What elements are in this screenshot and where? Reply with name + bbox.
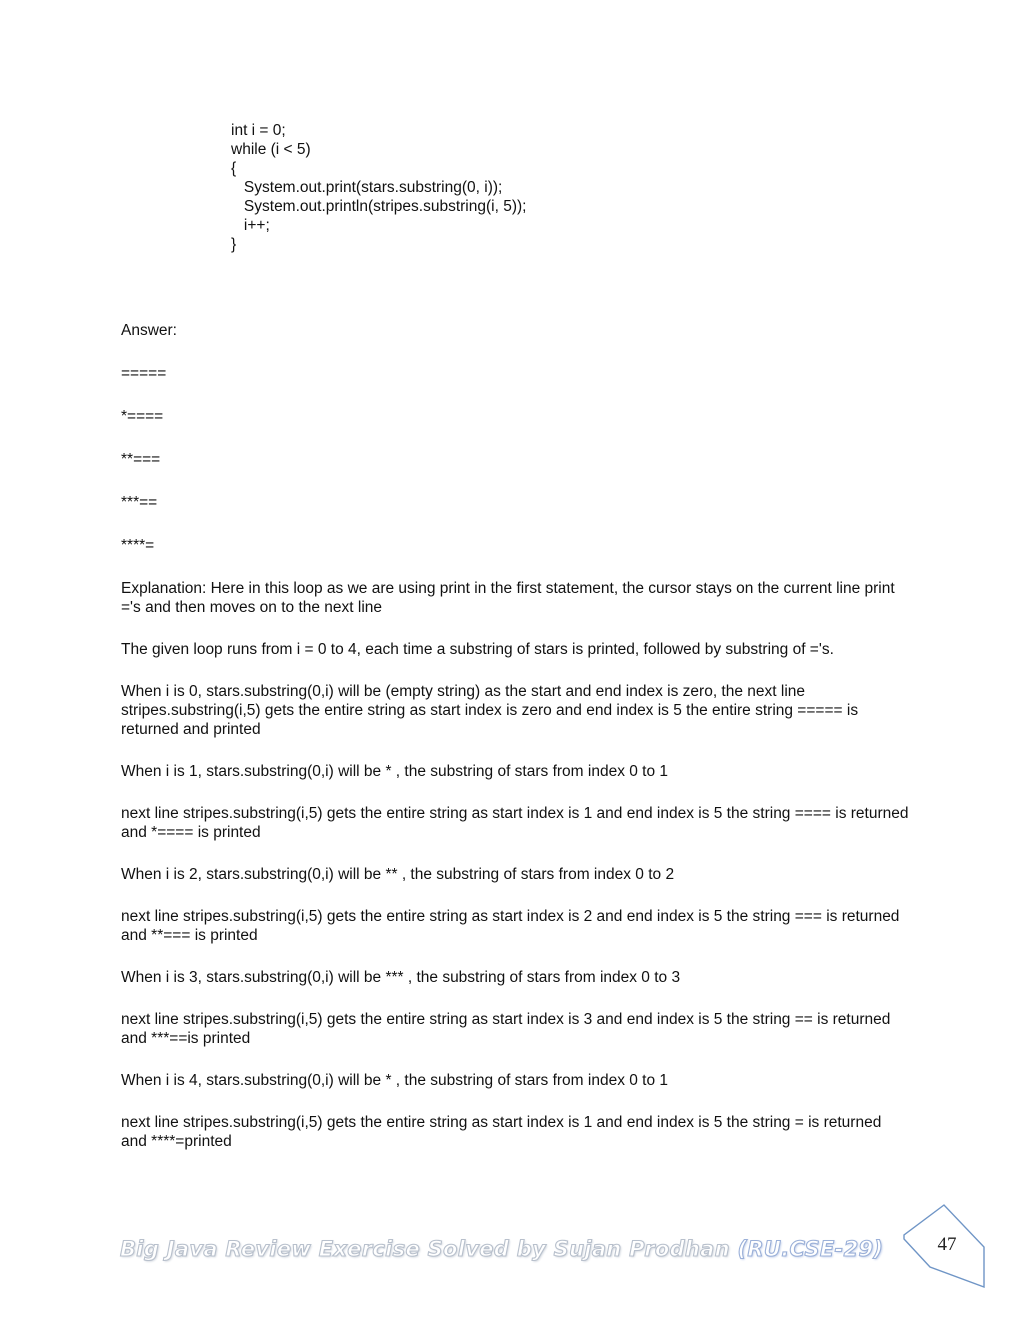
output-line: **=== xyxy=(121,451,161,468)
output-line: ****= xyxy=(121,537,155,554)
output-line: ===== xyxy=(121,365,167,382)
explanation-paragraph: When i is 3, stars.substring(0,i) will be *** , the substring of stars from index 0 to 3 xyxy=(121,969,681,986)
code-line: } xyxy=(231,236,237,253)
explanation-paragraph: next line stripes.substring(i,5) gets the entire string as start index is 1 and end index is 5 the string = is returned and ****=printed xyxy=(121,1114,886,1150)
explanation-paragraph: Explanation: Here in this loop as we are using print in the first statement, the cursor stays on the current line print ='s and then moves on to the next line xyxy=(121,580,899,616)
code-block xyxy=(231,121,526,254)
code-line: int i = 0; xyxy=(231,122,286,139)
page-number: 47 xyxy=(937,1234,957,1255)
explanation-paragraph: The given loop runs from i = 0 to 4, each time a substring of stars is printed, followed by substring of ='s. xyxy=(121,641,834,658)
output-line: *==== xyxy=(121,408,164,425)
footer-title-text: Big Java Review Exercise Solved by Sujan Prodhan xyxy=(120,1237,730,1261)
explanation-paragraph: next line stripes.substring(i,5) gets the entire string as start index is 1 and end index is 5 the string ==== is returned and *==== is printed xyxy=(121,805,913,841)
code-line: System.out.println(stripes.substring(i, 5)); xyxy=(231,198,527,215)
code-line: while (i < 5) xyxy=(231,141,311,158)
footer-affiliation: (RU.CSE-29) xyxy=(737,1237,884,1261)
explanation-paragraph: When i is 1, stars.substring(0,i) will be * , the substring of stars from index 0 to 1 xyxy=(121,763,669,780)
explanation-paragraph: next line stripes.substring(i,5) gets the entire string as start index is 2 and end index is 5 the string === is returned and **=== is printed xyxy=(121,908,904,944)
output-line: ***== xyxy=(121,494,158,511)
explanation-paragraph: next line stripes.substring(i,5) gets the entire string as start index is 3 and end index is 5 the string == is returned and ***==is printed xyxy=(121,1011,895,1047)
explanation-paragraph: When i is 4, stars.substring(0,i) will be * , the substring of stars from index 0 to 1 xyxy=(121,1072,669,1089)
answer-section xyxy=(121,321,911,1151)
code-line: { xyxy=(231,160,237,177)
code-line: i++; xyxy=(231,217,270,234)
explanation-paragraph: When i is 0, stars.substring(0,i) will be (empty string) as the start and end index is zero, the next line stripes.substring(i,5) gets the entire string as start index is zero and end index is 5 the entire string ===== is returned and printed xyxy=(121,683,863,738)
answer-label: Answer: xyxy=(121,322,177,339)
code-line: System.out.print(stars.substring(0, i)); xyxy=(231,179,503,196)
explanation-paragraph: When i is 2, stars.substring(0,i) will be ** , the substring of stars from index 0 to 2 xyxy=(121,866,675,883)
footer-title xyxy=(120,1237,883,1261)
